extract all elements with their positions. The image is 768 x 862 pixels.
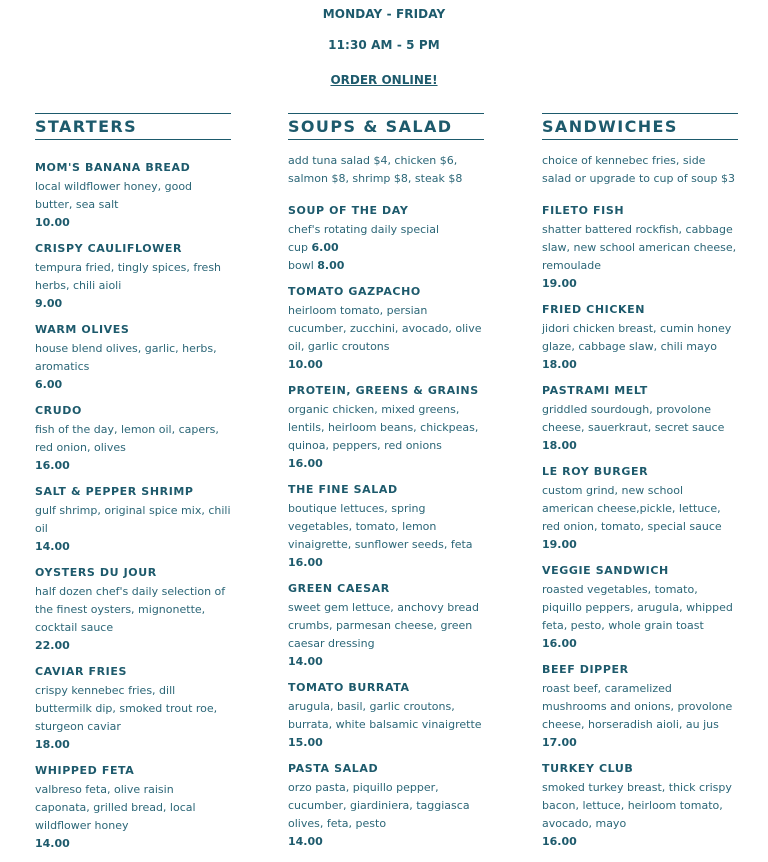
item-desc: sweet gem lettuce, anchovy bread crumbs, parmesan cheese, green caesar dressing [288, 601, 479, 650]
item-desc: orzo pasta, piquillo pepper, cucumber, giardiniera, taggiasca olives, feta, pesto [288, 781, 470, 830]
item-name: PASTA SALAD [288, 762, 379, 775]
item-price: 17.00 [542, 736, 577, 749]
time-text: 11:30 AM - 5 PM [328, 38, 440, 52]
cup-price-row [288, 239, 484, 257]
menu-item [542, 383, 738, 455]
item-price: 14.00 [35, 540, 70, 553]
bowl-price-row [288, 257, 484, 275]
item-desc: custom grind, new school american cheese,pickle, lettuce, red onion, tomato, special sauce [542, 484, 722, 533]
item-name: OYSTERS DU JOUR [35, 566, 157, 579]
item-name: TURKEY CLUB [542, 762, 634, 775]
soups-list [288, 203, 484, 851]
menu-item [288, 680, 484, 752]
item-desc: crispy kennebec fries, dill buttermilk dip, smoked trout roe, sturgeon caviar [35, 684, 218, 733]
item-price: 14.00 [288, 655, 323, 668]
item-price: 18.00 [35, 738, 70, 751]
item-price: 19.00 [542, 538, 577, 551]
menu-item [35, 322, 231, 394]
bowl-label: bowl [288, 259, 314, 272]
cup-label: cup [288, 241, 309, 254]
menu-item [288, 581, 484, 671]
item-desc: organic chicken, mixed greens, lentils, heirloom beans, chickpeas, quinoa, peppers, red onions [288, 403, 479, 452]
item-desc: arugula, basil, garlic croutons, burrata, white balsamic vinaigrette [288, 700, 482, 731]
item-name: GREEN CAESAR [288, 582, 390, 595]
item-name: THE FINE SALAD [288, 483, 398, 496]
menu-item [542, 662, 738, 752]
item-price: 18.00 [542, 358, 577, 371]
item-desc: shatter battered rockfish, cabbage slaw, new school american cheese, remoulade [542, 223, 737, 272]
sandwiches-heading: SANDWICHES [542, 113, 738, 140]
menu-item [35, 241, 231, 313]
item-name: BEEF DIPPER [542, 663, 629, 676]
soups-note: add tuna salad $4, chicken $6, salmon $8, shrimp $8, steak $8 [288, 154, 463, 185]
item-price: 16.00 [288, 457, 323, 470]
item-price: 22.00 [35, 639, 70, 652]
bowl-price: 8.00 [317, 259, 345, 272]
item-name: PASTRAMI MELT [542, 384, 648, 397]
menu-item [542, 563, 738, 653]
item-price: 10.00 [35, 216, 70, 229]
menu-item [35, 403, 231, 475]
soups-column [288, 113, 484, 860]
menu-item [288, 761, 484, 851]
cup-price: 6.00 [311, 241, 339, 254]
sandwiches-column [542, 113, 738, 860]
item-price: 10.00 [288, 358, 323, 371]
item-price: 16.00 [35, 459, 70, 472]
item-price: 15.00 [288, 736, 323, 749]
menu-item [288, 203, 484, 275]
menu-item [35, 664, 231, 754]
item-name: MOM'S BANANA BREAD [35, 161, 191, 174]
menu-item [542, 302, 738, 374]
item-name: TOMATO GAZPACHO [288, 285, 421, 298]
item-name: SOUP OF THE DAY [288, 204, 409, 217]
sandwiches-list [542, 203, 738, 851]
item-name: FILETO FISH [542, 204, 625, 217]
item-name: PROTEIN, GREENS & GRAINS [288, 384, 479, 397]
hours-block [0, 7, 768, 88]
menu-item [288, 284, 484, 374]
menu-item [35, 484, 231, 556]
item-name: WARM OLIVES [35, 323, 130, 336]
item-price: 6.00 [35, 378, 63, 391]
item-name: TOMATO BURRATA [288, 681, 410, 694]
item-name: CAVIAR FRIES [35, 665, 127, 678]
item-price: 14.00 [35, 837, 70, 850]
item-desc: smoked turkey breast, thick crispy bacon, lettuce, heirloom tomato, avocado, mayo [542, 781, 732, 830]
item-name: SALT & PEPPER SHRIMP [35, 485, 194, 498]
item-price: 16.00 [542, 637, 577, 650]
menu-item [35, 763, 231, 853]
menu-item [542, 203, 738, 293]
sandwiches-note: choice of kennebec fries, side salad or upgrade to cup of soup $3 [542, 154, 735, 185]
item-desc: boutique lettuces, spring vegetables, tomato, lemon vinaigrette, sunflower seeds, feta [288, 502, 473, 551]
item-desc: house blend olives, garlic, herbs, aromatics [35, 342, 217, 373]
item-desc: roasted vegetables, tomato, piquillo peppers, arugula, whipped feta, pesto, whole grain toast [542, 583, 733, 632]
item-desc: valbreso feta, olive raisin caponata, grilled bread, local wildflower honey [35, 783, 196, 832]
item-price: 18.00 [542, 439, 577, 452]
item-price: 19.00 [542, 277, 577, 290]
menu-item [542, 761, 738, 851]
item-price: 16.00 [542, 835, 577, 848]
menu-item [288, 383, 484, 473]
starters-column [35, 113, 231, 862]
item-desc: local wildflower honey, good butter, sea salt [35, 180, 193, 211]
days-text: MONDAY - FRIDAY [322, 7, 446, 21]
order-online-link[interactable]: ORDER ONLINE! [330, 73, 438, 87]
item-price: 9.00 [35, 297, 63, 310]
item-desc: heirloom tomato, persian cucumber, zucchini, avocado, olive oil, garlic croutons [288, 304, 482, 353]
item-desc: half dozen chef's daily selection of the finest oysters, mignonette, cocktail sauce [35, 585, 226, 634]
item-name: LE ROY BURGER [542, 465, 649, 478]
item-desc: roast beef, caramelized mushrooms and onions, provolone cheese, horseradish aioli, au jus [542, 682, 733, 731]
menu-item [542, 464, 738, 554]
item-name: FRIED CHICKEN [542, 303, 646, 316]
item-name: CRUDO [35, 404, 82, 417]
item-price: 14.00 [288, 835, 323, 848]
item-price: 16.00 [288, 556, 323, 569]
item-desc: chef's rotating daily special [288, 223, 440, 236]
starters-heading: STARTERS [35, 113, 231, 140]
item-name: CRISPY CAULIFLOWER [35, 242, 183, 255]
item-desc: gulf shrimp, original spice mix, chili oil [35, 504, 231, 535]
menu-item [35, 160, 231, 232]
item-desc: jidori chicken breast, cumin honey glaze, cabbage slaw, chili mayo [542, 322, 732, 353]
menu-item [35, 565, 231, 655]
menu-item [288, 482, 484, 572]
soups-heading: SOUPS & SALAD [288, 113, 484, 140]
starters-list [35, 160, 231, 853]
item-name: WHIPPED FETA [35, 764, 135, 777]
item-desc: tempura fried, tingly spices, fresh herbs, chili aioli [35, 261, 222, 292]
item-desc: fish of the day, lemon oil, capers, red onion, olives [35, 423, 219, 454]
item-desc: griddled sourdough, provolone cheese, sauerkraut, secret sauce [542, 403, 725, 434]
item-name: VEGGIE SANDWICH [542, 564, 669, 577]
